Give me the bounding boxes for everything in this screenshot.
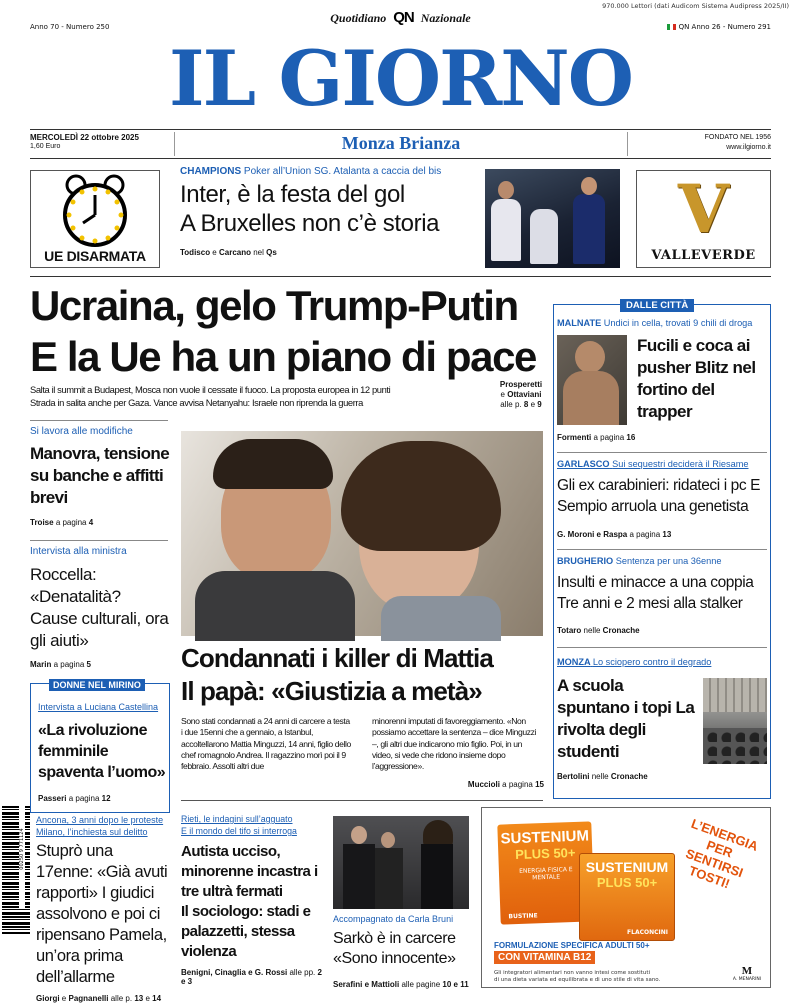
autista-kicker-2: E il mondo del tifo si interroga xyxy=(181,826,297,836)
quotidiano-label: Quotidiano xyxy=(330,11,387,25)
sustenium-slogan: L’ENERGIA PER SENTIRSI TOSTI! xyxy=(683,815,761,892)
sustenium-formula: FORMULAZIONE SPECIFICA ADULTI 50+ xyxy=(494,941,650,950)
founded-label: FONDATO NEL 1956 xyxy=(704,134,771,141)
ue-disarmata-caption: UE DISARMATA xyxy=(44,248,146,264)
top-story-credit: Todisco e Carcano nel Qs xyxy=(180,248,277,257)
mattia-headline-2[interactable]: Il papà: «Giustizia a metà» xyxy=(181,676,482,706)
brugherio-kicker: BRUGHERIO Sentenza per una 36enne xyxy=(557,556,722,566)
dalle-citta-label: DALLE CITTÀ xyxy=(620,299,694,312)
donne-kicker: Intervista a Luciana Castellina xyxy=(38,702,159,712)
top-story[interactable] xyxy=(180,166,480,270)
anno-right: QN Anno 26 - Numero 291 xyxy=(667,23,771,32)
malnate-credit: Formenti a pagina 16 xyxy=(557,433,636,442)
roccella-story[interactable] xyxy=(30,546,170,669)
sarko-title[interactable]: Sarkò è in carcere «Sono innocente» xyxy=(333,930,456,967)
barcode xyxy=(2,806,30,934)
sustenium-box-front: SUSTENIUM PLUS 50+ FLACONCINI xyxy=(579,853,675,941)
nazionale-label: Nazionale xyxy=(420,11,471,25)
barcode-number: 00250 9 771124 xyxy=(19,789,25,909)
autista-title-1: Autista ucciso, minorenne incastra i tre ultrà fermati xyxy=(181,843,318,900)
autista-title-2: Il sociologo: stadi e palazzetti, stessa violenza xyxy=(181,903,311,960)
brugherio-credit: Totaro nelle Cronache xyxy=(557,626,640,635)
lead-headline-1[interactable]: Ucraina, gelo Trump-Putin xyxy=(30,282,518,329)
qn-logo: QN xyxy=(393,9,414,26)
autista-kicker-1: Rieti, le indagini sull’agguato xyxy=(181,814,293,824)
stupro-story[interactable] xyxy=(36,814,172,1003)
monza-kicker: MONZA Lo sciopero contro il degrado xyxy=(557,657,712,667)
manovra-title: Manovra, tensione su banche e affitti brevi xyxy=(30,444,170,507)
edition-name: Monza Brianza xyxy=(174,132,628,156)
sustenium-disclaimer-2: di una dieta variata ed equilibrata e di uno stile di vita sano. xyxy=(494,977,661,983)
brugherio-title[interactable]: Insulti e minacce a una coppia Tre anni e 2 mesi alla stalker xyxy=(557,574,754,612)
sarko-credit: Serafini e Mattioli alle pagine 10 e 11 xyxy=(333,980,469,989)
sustenium-vitamina: CON VITAMINA B12 xyxy=(494,951,595,964)
top-story-kicker: CHAMPIONS Poker all’Union SG. Atalanta a caccia del bis xyxy=(180,166,442,177)
mattia-credit: Muccioli a pagina 15 xyxy=(467,780,544,789)
mattia-father-photo[interactable] xyxy=(181,431,543,636)
valleverde-ad[interactable] xyxy=(636,170,771,268)
malnate-kicker: MALNATE Undici in cella, trovati 9 chili di droga xyxy=(557,318,753,328)
malnate-title[interactable]: Fucili e coca ai pusher Blitz nel fortino del trapper xyxy=(637,336,756,421)
garlasco-credit: G. Moroni e Raspa a pagina 13 xyxy=(557,530,672,539)
italy-flag-icon xyxy=(667,24,676,30)
menarini-logo: M A. MENARINI xyxy=(732,965,762,982)
manovra-story[interactable] xyxy=(30,426,170,527)
valleverde-brand: VALLEVERDE xyxy=(651,248,756,263)
masthead-title: IL GIORNO xyxy=(169,34,632,123)
inter-players-photo xyxy=(485,169,620,268)
stupro-kicker-1: Ancona, 3 anni dopo le proteste xyxy=(36,815,164,825)
mattia-headline-1[interactable]: Condannati i killer di Mattia xyxy=(181,643,493,673)
lead-headline-2[interactable]: E la Ue ha un piano di pace xyxy=(30,333,536,380)
roccella-kicker: Intervista alla ministra xyxy=(30,546,127,557)
website-label: www.ilgiorno.it xyxy=(726,144,771,151)
stupro-kicker-2: Milano, l’inchiesta sul delitto xyxy=(36,827,148,837)
stupro-credit: Giorgi e Pagnanelli alle p. 13 e 14 xyxy=(36,994,162,1003)
sustenium-box-back: SUSTENIUM PLUS 50+ ENERGIA FISICA E MENTALE BUSTINE xyxy=(497,821,594,924)
manovra-kicker: Si lavora alle modifiche xyxy=(30,426,133,437)
autista-credit: Benigni, Cinaglia e G. Rossi alle pp. 2 e 3 xyxy=(181,968,322,986)
donne-label: DONNE NEL MIRINO xyxy=(49,679,145,691)
sustenium-ad[interactable] xyxy=(481,807,771,988)
sustenium-disclaimer-1: Gli integratori alimentari non vanno intesi come sostituti xyxy=(494,970,650,976)
sarkozy-photo[interactable] xyxy=(333,816,469,909)
issue-date: MERCOLEDÌ 22 ottobre 2025 xyxy=(30,133,139,142)
alarm-clock-icon xyxy=(31,171,159,251)
trapper-photo[interactable] xyxy=(557,335,627,425)
lead-credit: Prosperetti e Ottaviani alle p. 8 e 9 xyxy=(499,380,543,409)
roccella-credit: Marin a pagina 5 xyxy=(30,660,91,669)
donne-credit: Passeri a pagina 12 xyxy=(38,794,111,803)
top-story-line2: A Bruxelles non c’è storia xyxy=(180,210,440,237)
students-protest-photo[interactable] xyxy=(703,678,767,764)
valleverde-mark: V xyxy=(677,170,730,248)
monza-credit: Bertolini nelle Cronache xyxy=(557,772,648,781)
ue-disarmata-ad[interactable] xyxy=(30,170,160,268)
readers-line: 970.000 Lettori (dati Audicom Sistema Audipress 2025/II) xyxy=(602,2,789,10)
roccella-title: Roccella: «Denatalità? Cause culturali, ora gli aiuti» xyxy=(30,565,169,650)
donne-box[interactable] xyxy=(30,680,170,813)
donne-title: «La rivoluzione femminile spaventa l’uomo» xyxy=(38,722,166,781)
garlasco-kicker: GARLASCO Sui sequestri deciderà il Riesame xyxy=(557,459,749,469)
top-story-line1: Inter, è la festa del gol xyxy=(180,181,405,208)
garlasco-title[interactable]: Gli ex carabinieri: ridateci i pc E Sempio arruola una genetista xyxy=(557,477,761,515)
sarko-kicker: Accompagnato da Carla Bruni xyxy=(333,914,454,924)
anno-left: Anno 70 - Numero 250 xyxy=(30,23,110,31)
mattia-text-1: Sono stati condannati a 24 anni di carcere a testa i due 15enni che a gennaio, a Istanbul, accoltellarono Mattia Minguzzi, 14 anni, figlio dello chef romagnolo Andrea. Il ragazzino morì poi il 9 febbraio. Assolti altri due xyxy=(181,716,351,772)
stupro-title: Stuprò una 17enne: «Già avuti rapporti» I giudici assolvono e poi ci ripensano Pamela, un’ora prima dell’allarme xyxy=(36,842,168,986)
lead-sub-1: Salta il summit a Budapest, Mosca non vuole il cessate il fuoco. La proposta europea in 12 punti xyxy=(30,384,391,395)
autista-story[interactable] xyxy=(181,813,325,986)
issue-price: 1,60 Euro xyxy=(30,143,61,150)
lead-sub-2: Strada in salita anche per Gaza. Vance avvisa Netanyahu: Israele non riprenda la guerra xyxy=(30,397,363,408)
mattia-text-2: minorenni imputati di favoreggiamento. «Non possiamo accettare la sentenza – dice Minguzzi –, gli altri due indicarono mio figlio. Poi, in un video, si vede che ridono insieme dopo l’aggressione». xyxy=(372,716,537,772)
manovra-credit: Troise a pagina 4 xyxy=(30,518,94,527)
monza-title[interactable]: A scuola spuntano i topi La rivolta degli studenti xyxy=(557,676,695,761)
